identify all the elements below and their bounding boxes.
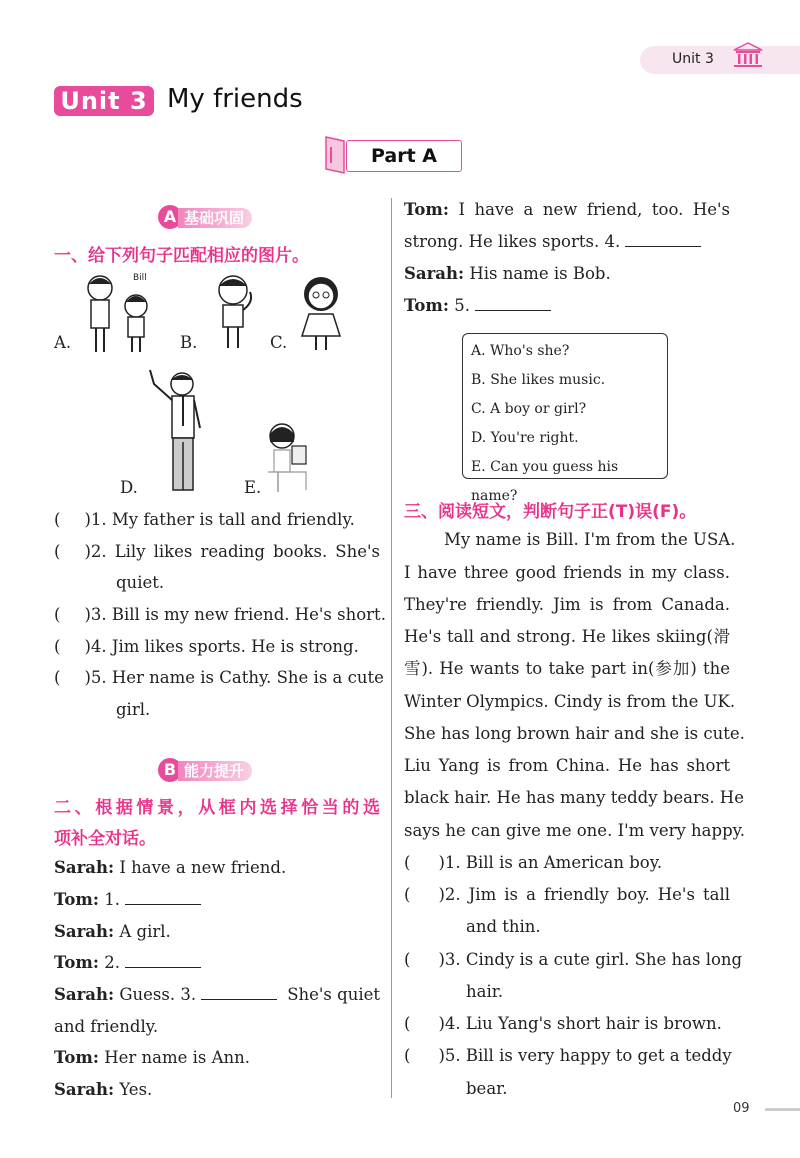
passage-line: My name is Bill. I'm from the USA. — [444, 530, 736, 549]
passage-line: Liu Yang is from China. He has short — [404, 756, 730, 775]
page-number: 09 — [733, 1101, 750, 1116]
unit-title: My friends — [167, 84, 303, 114]
passage-line: They're friendly. Jim is from Canada. — [404, 595, 730, 614]
q3-item-3-cont: hair. — [466, 982, 504, 1001]
part-title: Part A — [346, 140, 462, 172]
passage-line: 雪). He wants to take part in(参加) the — [404, 659, 730, 678]
cute-girl-illustration — [292, 272, 350, 352]
dialogue-line: Sarah: I have a new friend. — [54, 858, 287, 877]
bill-name-tag: Bill — [133, 273, 147, 283]
page-rule — [765, 1108, 800, 1111]
dialogue-line: Sarah: His name is Bob. — [404, 264, 611, 283]
dialogue-line: Sarah: A girl. — [54, 922, 171, 941]
q1-item-text: 4. Jim likes sports. He is strong. — [90, 637, 359, 656]
dialogue-line: Tom: 1. — [54, 884, 201, 916]
dialogue-line: Tom: Her name is Ann. — [54, 1048, 251, 1067]
q1-item-5-cont: girl. — [116, 700, 151, 719]
option-a: A. Who's she? — [471, 343, 570, 359]
strong-boy-illustration — [208, 272, 258, 352]
q3-item-5: ( )5. Bill is very happy to get a teddy — [404, 1046, 732, 1065]
q1-title: 一、给下列句子匹配相应的图片。 — [54, 246, 309, 266]
option-e: E. Can you guess his name? — [471, 459, 619, 504]
dialogue-line: Tom: 2. — [54, 947, 201, 979]
option-b: B. She likes music. — [471, 372, 606, 388]
dialogue-line: Tom: I have a new friend, too. He's — [404, 200, 730, 219]
section-b-label: 能力提升 — [178, 761, 252, 781]
passage-line: Winter Olympics. Cindy is from the UK. — [404, 692, 736, 711]
tall-father-illustration — [140, 366, 210, 496]
speaker: Sarah — [54, 922, 108, 941]
dialogue-line: Tom: 5. — [404, 290, 551, 322]
q3-item-5-cont: bear. — [466, 1079, 508, 1098]
unit-badge: Unit 3 — [54, 86, 154, 116]
passage-line: black hair. He has many teddy bears. He — [404, 788, 744, 807]
q1-item-2: ( )2. Lily likes reading books. She's — [54, 542, 380, 561]
option-c: C. A boy or girl? — [471, 401, 587, 417]
speaker: Tom — [54, 1048, 93, 1067]
q1-item-text: 3. Bill is my new friend. He's short. — [90, 605, 386, 624]
passage-line: He's tall and strong. He likes skiing(滑 — [404, 627, 730, 646]
speaker: Tom — [404, 200, 443, 219]
pic-label-c: C. — [270, 333, 288, 352]
q3-item-3: ( )3. Cindy is a cute girl. She has long — [404, 950, 743, 969]
father-and-bill-illustration — [80, 270, 160, 356]
section-a-label: 基础巩固 — [178, 208, 252, 228]
answer-blank-1[interactable] — [125, 886, 201, 905]
unit-tab-label: Unit 3 — [672, 51, 714, 67]
dialogue-line: Sarah: Guess. 3. She's quiet — [54, 979, 380, 1011]
q3-item-1: ( )1. Bill is an American boy. — [404, 853, 663, 872]
answer-paren-open: ( — [54, 510, 61, 529]
q1-item-5: ( )5. Her name is Cathy. She is a cute — [54, 668, 384, 687]
dialogue-line: Sarah: Yes. — [54, 1080, 153, 1099]
answer-blank-4[interactable] — [625, 228, 701, 247]
passage-line: I have three good friends in my class. — [404, 563, 730, 582]
q3-item-4: ( )4. Liu Yang's short hair is brown. — [404, 1014, 722, 1033]
column-divider — [391, 198, 392, 1098]
options-box — [462, 333, 668, 504]
q2-title-line2: 项补全对话。 — [54, 829, 156, 849]
option-d: D. You're right. — [471, 430, 579, 446]
section-a-badge — [158, 205, 252, 229]
gate-icon — [733, 42, 763, 68]
speaker: Tom — [54, 953, 93, 972]
q3-title: 三、阅读短文，判断句子正(T)误(F)。 — [404, 502, 697, 522]
book-icon — [322, 135, 348, 175]
pic-label-b: B. — [180, 333, 198, 352]
q1-item-text: 1. My father is tall and friendly. — [90, 510, 355, 529]
section-b-letter: B — [158, 758, 182, 782]
speaker: Sarah — [54, 1080, 108, 1099]
q2-title-line1: 二、根据情景，从框内选择恰当的选 — [54, 798, 380, 818]
passage-line: She has long brown hair and she is cute. — [404, 724, 745, 743]
dialogue-line: and friendly. — [54, 1017, 159, 1036]
section-a-letter: A — [158, 205, 182, 229]
q1-item-3: ( )3. Bill is my new friend. He's short. — [54, 605, 386, 624]
speaker: Sarah — [404, 264, 458, 283]
q1-item-2-cont: quiet. — [116, 573, 165, 592]
speaker: Tom — [54, 890, 93, 909]
q1-item-text: 2. Lily likes reading books. She's — [90, 542, 380, 561]
speaker: Sarah — [54, 985, 108, 1004]
unit-tab — [640, 46, 800, 74]
pic-label-e: E. — [244, 478, 262, 497]
passage-line: says he can give me one. I'm very happy. — [404, 821, 746, 840]
q1-item-1: ( )1. My father is tall and friendly. — [54, 510, 355, 529]
answer-blank-3[interactable] — [201, 981, 277, 1000]
speaker: Tom — [404, 296, 443, 315]
q3-item-2: ( )2. Jim is a friendly boy. He's tall — [404, 885, 730, 904]
section-b-badge — [158, 758, 252, 782]
speaker: Sarah — [54, 858, 108, 877]
q1-item-4: ( )4. Jim likes sports. He is strong. — [54, 637, 359, 656]
q1-item-text: 5. Her name is Cathy. She is a cute — [90, 668, 384, 687]
q3-item-2-cont: and thin. — [466, 917, 541, 936]
reading-girl-illustration — [262, 420, 312, 496]
pic-label-d: D. — [120, 478, 138, 497]
answer-blank-2[interactable] — [125, 949, 201, 968]
answer-blank-5[interactable] — [475, 292, 551, 311]
pic-label-a: A. — [54, 333, 72, 352]
dialogue-line: strong. He likes sports. 4. — [404, 226, 701, 258]
